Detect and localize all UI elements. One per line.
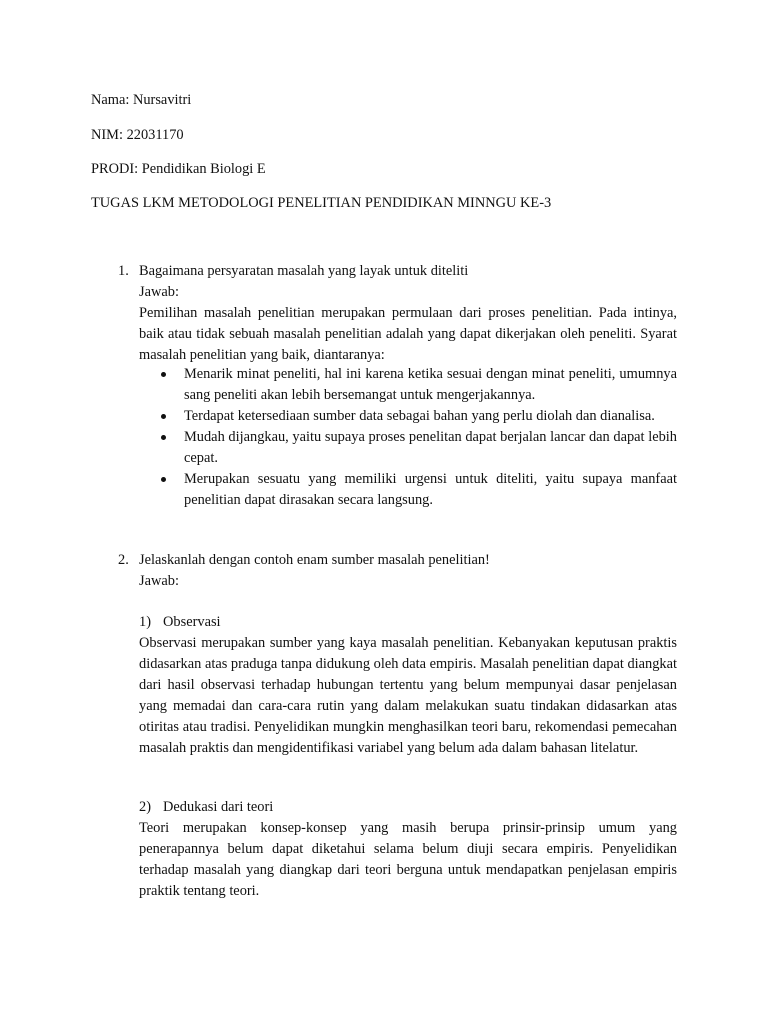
list-item: [139, 364, 677, 406]
list-item: [139, 469, 677, 511]
assignment-title: TUGAS LKM METODOLOGI PENELITIAN PENDIDIKAN MINNGU KE-3: [91, 195, 552, 211]
source-1-body: Observasi merupakan sumber yang kaya masalah penelitian. Kebanyakan keputusan praktis didasarkan atas praduga tanpa didukung oleh data empiris. Masalah penelitian dapat diangkat dari hasil observasi terhadap hubungan tertentu yang belum mempunyai dasar penjelasan yang memadai dan cara-cara rutin yang dalam melakukan suatu tindakan didasarkan atas otiritas atau tradisi. Penyelidikan mungkin menghasilkan teori baru, rekomendasi pemecahan masalah praktis dan mengidentifikasi variabel yang belum ada dalam bahasan litelatur.: [139, 635, 677, 756]
bullet-text: Mudah dijangkau, yaitu supaya proses penelitan dapat berjalan lancar dan dapat lebih cepat.: [184, 429, 677, 466]
source-1-number: 1): [139, 614, 151, 630]
bullet-icon: [161, 414, 166, 419]
student-prodi: PRODI: Pendidikan Biologi E: [91, 161, 266, 177]
bullet-icon: [161, 372, 166, 377]
question-2-number: 2.: [118, 552, 129, 568]
question-1-text: Bagaimana persyaratan masalah yang layak untuk diteliti: [139, 263, 469, 279]
source-2-number: 2): [139, 799, 151, 815]
question-1-number: 1.: [118, 263, 129, 279]
list-item: [139, 427, 677, 469]
source-1-title: Observasi: [163, 614, 221, 630]
question-1-bullet-list: [139, 364, 677, 511]
question-1-jawab-label: Jawab:: [139, 284, 179, 300]
question-1-intro: Pemilihan masalah penelitian merupakan permulaan dari proses penelitian. Pada intinya, baik atau tidak sebuah masalah penelitian adalah yang dapat dikerjakan oleh peneliti. Syarat masalah penelitian yang baik, diantaranya:: [139, 305, 677, 363]
student-name: Nama: Nursavitri: [91, 92, 192, 108]
question-2-jawab-label: Jawab:: [139, 573, 179, 589]
source-2-title: Dedukasi dari teori: [163, 799, 274, 815]
list-item: [139, 406, 677, 427]
bullet-icon: [161, 477, 166, 482]
bullet-text: Menarik minat peneliti, hal ini karena ketika sesuai dengan minat peneliti, umumnya sang peneliti akan lebih bersemangat untuk mengerjakannya.: [184, 366, 677, 403]
student-nim: NIM: 22031170: [91, 127, 184, 143]
question-2-text: Jelaskanlah dengan contoh enam sumber masalah penelitian!: [139, 552, 490, 568]
bullet-icon: [161, 435, 166, 440]
source-2-body: Teori merupakan konsep-konsep yang masih berupa prinsir-prinsip umum yang penerapannya belum dapat diketahui selama belum diuji secara empiris. Penyelidikan terhadap masalah yang diangkap dari teori berguna untuk mendapatkan penjelasan empiris praktik tentang teori.: [139, 820, 677, 899]
bullet-text: Terdapat ketersediaan sumber data sebagai bahan yang perlu diolah dan dianalisa.: [184, 408, 655, 424]
bullet-text: Merupakan sesuatu yang memiliki urgensi untuk diteliti, yaitu supaya manfaat penelitian dapat dirasakan secara langsung.: [184, 471, 677, 508]
